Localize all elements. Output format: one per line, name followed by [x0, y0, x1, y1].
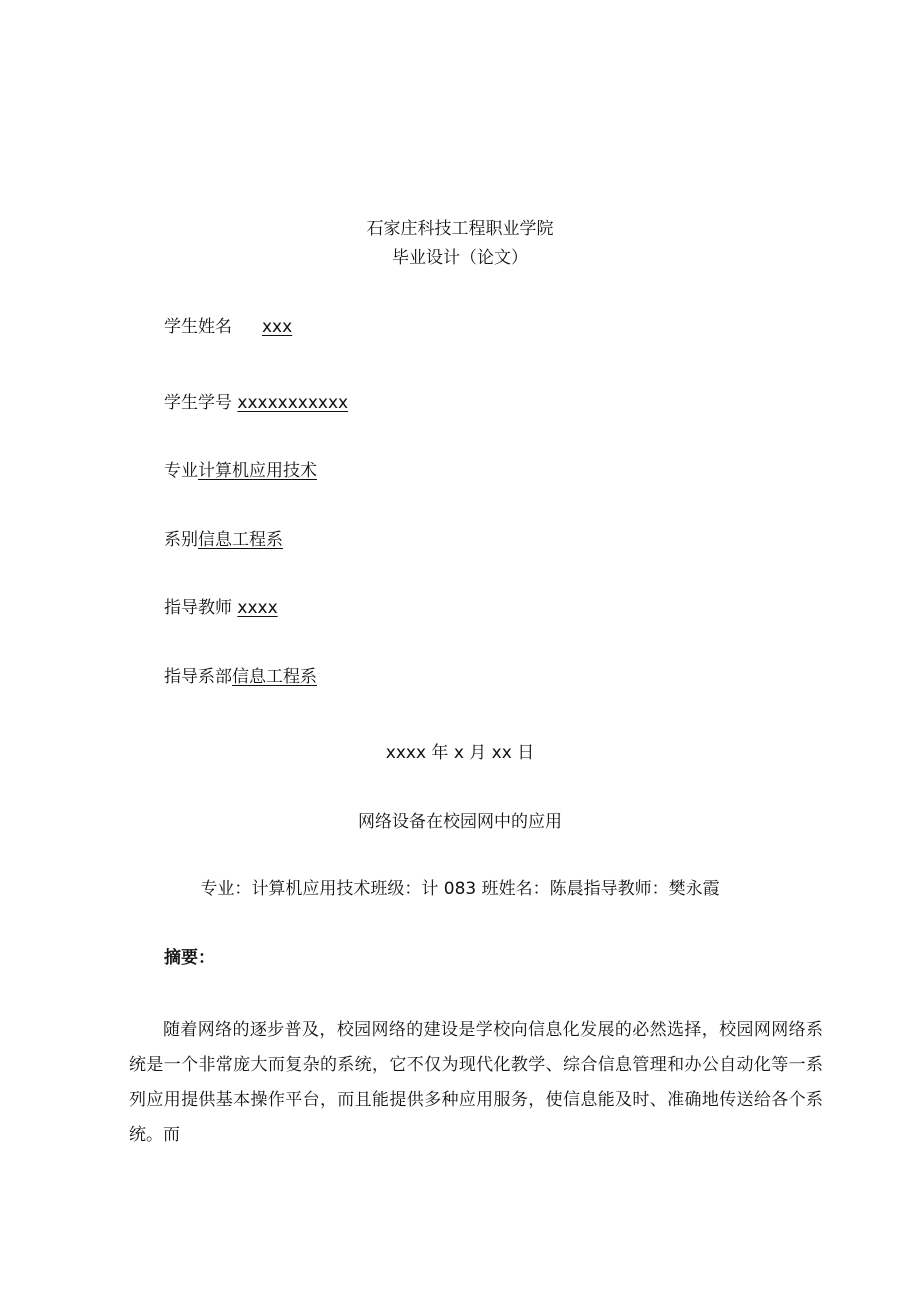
date-line: xxxx 年 x 月 xx 日	[385, 743, 535, 763]
field-label: 指导教师	[164, 598, 232, 618]
field-label: 指导系部	[164, 667, 232, 687]
field-label: 学生学号	[164, 393, 232, 413]
field-advisor	[164, 597, 278, 619]
field-value: xxxxxxxxxxx	[237, 393, 349, 413]
meta-line: 专业：计算机应用技术班级：计 083 班姓名：陈晨指导教师：樊永霞	[200, 879, 720, 899]
field-label: 系别	[164, 530, 198, 550]
field-value: 信息工程系	[232, 667, 317, 687]
field-value: xxx	[262, 317, 293, 337]
field-student-id	[164, 392, 348, 414]
field-value: 信息工程系	[198, 530, 283, 550]
field-major	[164, 460, 317, 482]
field-department	[164, 529, 283, 551]
school-name: 石家庄科技工程职业学院	[366, 219, 554, 239]
field-value: xxxx	[237, 598, 278, 618]
field-advising-dept	[164, 666, 317, 688]
field-student-name	[164, 316, 292, 338]
document-type: 毕业设计（论文）	[392, 248, 528, 268]
abstract-body: 随着网络的逐步普及，校园网络的建设是学校向信息化发展的必然选择，校园网网络系统是一个非常庞大而复杂的系统，它不仅为现代化教学、综合信息管理和办公自动化等一系列应用提供基本操作平台，而且能提供多种应用服务，使信息能及时、准确地传送给各个系统。而	[129, 1020, 823, 1145]
field-value: 计算机应用技术	[198, 461, 317, 481]
field-label: 专业	[164, 461, 198, 481]
thesis-title: 网络设备在校园网中的应用	[358, 812, 562, 832]
field-label: 学生姓名	[164, 317, 232, 337]
abstract-heading: 摘要：	[164, 948, 215, 968]
